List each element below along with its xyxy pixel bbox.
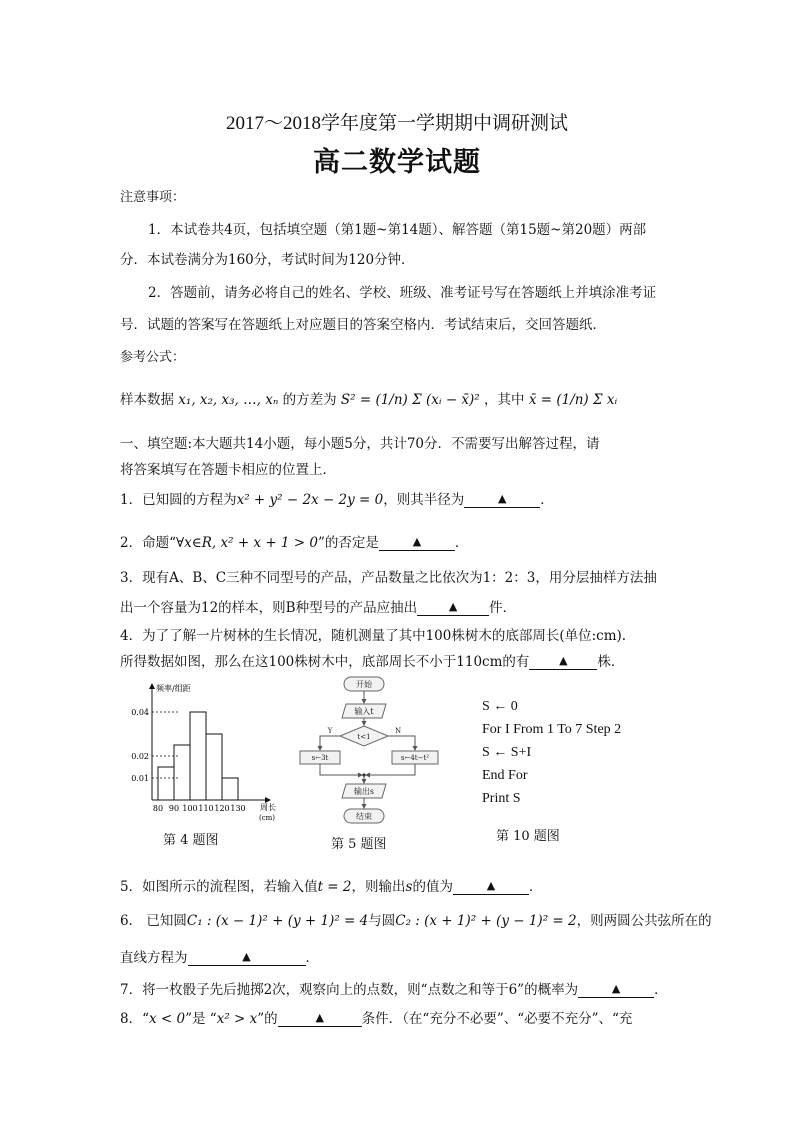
q4-end: 株．: [597, 654, 625, 670]
y-tick-label: 0.01: [131, 774, 149, 783]
triangle-icon: ▲: [412, 535, 422, 548]
code-line-2: For I From 1 To 7 Step 2: [482, 722, 622, 737]
histogram-bar: [158, 767, 174, 800]
q7-text: 7．将一枚骰子先后抛掷2次，观察向上的点数，则“点数之和等于6”的概率为: [120, 982, 579, 998]
formula-mean: x̄ = (1/n) Σ xᵢ: [528, 392, 618, 408]
x-tick-label: 120: [214, 804, 230, 813]
question-8: [120, 1007, 632, 1027]
q1-equation: x² + y² − 2x − 2y = 0: [236, 492, 384, 508]
x-tick-label: 130: [230, 804, 246, 813]
q5-text-b: ，则输出: [351, 879, 406, 895]
triangle-icon: ▲: [611, 982, 621, 995]
formula-heading: 参考公式：: [120, 350, 186, 365]
triangle-icon: ▲: [448, 600, 458, 613]
notice-item-1-cont: 分．本试卷满分为160分，考试时间为120分钟．: [120, 252, 415, 268]
q5-text-c: 的值为: [412, 879, 453, 895]
histogram-bar: [222, 778, 238, 800]
flow-start-label: 开始: [356, 680, 372, 689]
x-tick-label: 110: [198, 804, 214, 813]
q1-text: 1．已知圆的方程为: [120, 492, 237, 508]
answer-blank[interactable]: [578, 982, 654, 998]
answer-blank[interactable]: [417, 600, 489, 616]
triangle-icon: ▲: [315, 1011, 324, 1024]
section1-heading: 一、填空题:本大题共14小题，每小题5分，共计70分．不需要写出解答过程，请: [120, 436, 600, 452]
question-7: [120, 978, 668, 998]
y-tick-label: 0.04: [131, 708, 149, 717]
triangle-icon: ▲: [486, 879, 496, 892]
q1-end: ．: [540, 492, 554, 508]
flow-left-label: s←3t: [311, 754, 329, 762]
question-3-cont: [120, 596, 516, 616]
flow-right-label: s←4t−t²: [400, 754, 430, 762]
q7-end: ．: [654, 982, 668, 998]
q5-var: s: [405, 879, 413, 895]
x-axis-label: 周长: [260, 803, 276, 812]
q1-text-b: ，则其半径为: [383, 492, 465, 508]
q8-text-d: 条件．（在“充分不必要”、“必要不充分”、“充: [361, 1011, 633, 1027]
q2-equation: ∀x∈R, x² + x + 1 > 0: [176, 535, 319, 551]
formula-variance: S² = (1/n) Σ (xᵢ − x̄)²: [340, 392, 480, 408]
question-3: 3．现有A、B、C三种不同型号的产品，产品数量之比依次为1：2：3，用分层抽样方法抽: [120, 570, 657, 586]
flow-join-dot: [362, 773, 365, 776]
answer-blank[interactable]: [453, 879, 529, 895]
y-tick-label: 0.02: [131, 752, 149, 761]
x-axis-unit: (cm): [259, 814, 276, 822]
triangle-icon: ▲: [559, 654, 568, 667]
q3-end: 件．: [489, 600, 517, 616]
q6-end: ．: [305, 950, 319, 966]
question-6-cont: [120, 946, 319, 966]
q5-text: 5．如图所示的流程图，若输入值: [120, 879, 318, 895]
q6-line2: 直线方程为: [120, 950, 188, 966]
question-4-cont: [120, 650, 624, 670]
notice-heading: 注意事项：: [120, 190, 186, 205]
question-1: [120, 488, 554, 508]
answer-blank[interactable]: [529, 654, 597, 670]
notice-item-2: 2．答题前，请务必将自己的姓名、学校、班级、准考证号写在答题纸上并填涂准考证: [148, 285, 657, 301]
formula-text-c: ，其中: [484, 392, 525, 408]
q6-text-b: 与圆: [368, 913, 396, 929]
exam-subtitle: 高二数学试题: [313, 147, 481, 178]
code-line-4: End For: [482, 768, 528, 783]
figure-4-histogram: [118, 680, 290, 828]
variance-formula: [120, 388, 617, 408]
triangle-icon: ▲: [242, 950, 251, 963]
histogram-bar: [174, 745, 190, 800]
histogram-bar: [190, 712, 206, 800]
q4-text: 所得数据如图，那么在这100株树木中，底部周长不小于110cm的有: [120, 654, 530, 670]
q6-circle-1: C₁ : (x − 1)² + (y + 1)² = 4: [186, 913, 369, 929]
x-tick-label: 80: [152, 804, 164, 813]
code-line-1: S ← 0: [482, 699, 518, 714]
q8-equation-1: x < 0: [149, 1011, 186, 1027]
notice-item-2-cont: 号．试题的答案写在答题纸上对应题目的答案空格内．考试结束后，交回答题纸．: [120, 317, 606, 333]
x-tick-label: 100: [182, 804, 198, 813]
question-6: [120, 909, 712, 929]
q2-text: 2．命题“: [120, 535, 176, 551]
answer-blank[interactable]: [464, 492, 540, 508]
question-5: [120, 875, 542, 895]
formula-text-b: 的方差为: [282, 392, 337, 408]
code-line-3: S ← S+I: [482, 745, 532, 760]
figure-5-flowchart: [296, 674, 440, 830]
flow-no-label: N: [394, 727, 402, 735]
formula-vars: x₁, x₂, x₃, …, xₙ: [178, 392, 279, 408]
answer-blank[interactable]: [379, 535, 455, 551]
q2-end: ．: [454, 535, 469, 551]
q8-text-c: ”的: [257, 1011, 278, 1027]
flow-yes-label: Y: [327, 727, 333, 735]
q5-end: ．: [528, 879, 543, 895]
q6-circle-2: C₂ : (x + 1)² + (y − 1)² = 2: [395, 913, 577, 929]
x-tick-labels: [153, 804, 246, 813]
figure-4-caption: 第 4 题图: [163, 833, 219, 848]
q5-equation: t = 2: [317, 879, 352, 895]
flow-output-label: 输出s: [353, 787, 375, 796]
q8-equation-2: x² > x: [216, 1011, 258, 1027]
section1-heading-cont: 将答案填写在答题卡相应的位置上．: [120, 462, 336, 478]
q2-text-b: ”的否定是: [318, 535, 379, 551]
flow-input-label: 输入t: [354, 707, 374, 716]
exam-title: 2017～2018学年度第一学期期中调研测试: [225, 113, 568, 134]
flow-condition-label: t<1: [357, 733, 371, 741]
answer-blank[interactable]: [278, 1011, 362, 1027]
y-tick-labels: [131, 708, 149, 783]
answer-blank[interactable]: [188, 950, 306, 966]
formula-text-a: 样本数据: [120, 392, 174, 408]
notice-item-1: 1．本试卷共4页，包括填空题（第1题~第14题）、解答题（第15题~第20题）两部: [148, 222, 647, 238]
histogram-bar: [206, 734, 222, 800]
q6-text: 6． 已知圆: [120, 913, 187, 929]
q8-text-b: ”是 “: [185, 1011, 217, 1027]
q8-text: 8．“: [120, 1011, 149, 1027]
question-4: 4．为了了解一片树林的生长情况，随机测量了其中100株树木的底部周长(单位:cm).: [120, 628, 627, 644]
figure-5-caption: 第 5 题图: [331, 837, 387, 852]
y-axis-label: 频率/组距: [156, 684, 191, 693]
x-tick-label: 90: [168, 804, 180, 813]
flow-end-label: 结束: [356, 812, 372, 821]
figure-10-caption: 第 10 题图: [496, 829, 560, 844]
q6-text-c: ，则两圆公共弦所在的: [576, 913, 712, 929]
code-line-5: Print S: [482, 791, 521, 806]
question-2: [120, 531, 468, 551]
triangle-icon: ▲: [498, 492, 507, 505]
q3-text: 出一个容量为12的样本，则B种型号的产品应抽出: [120, 600, 418, 616]
